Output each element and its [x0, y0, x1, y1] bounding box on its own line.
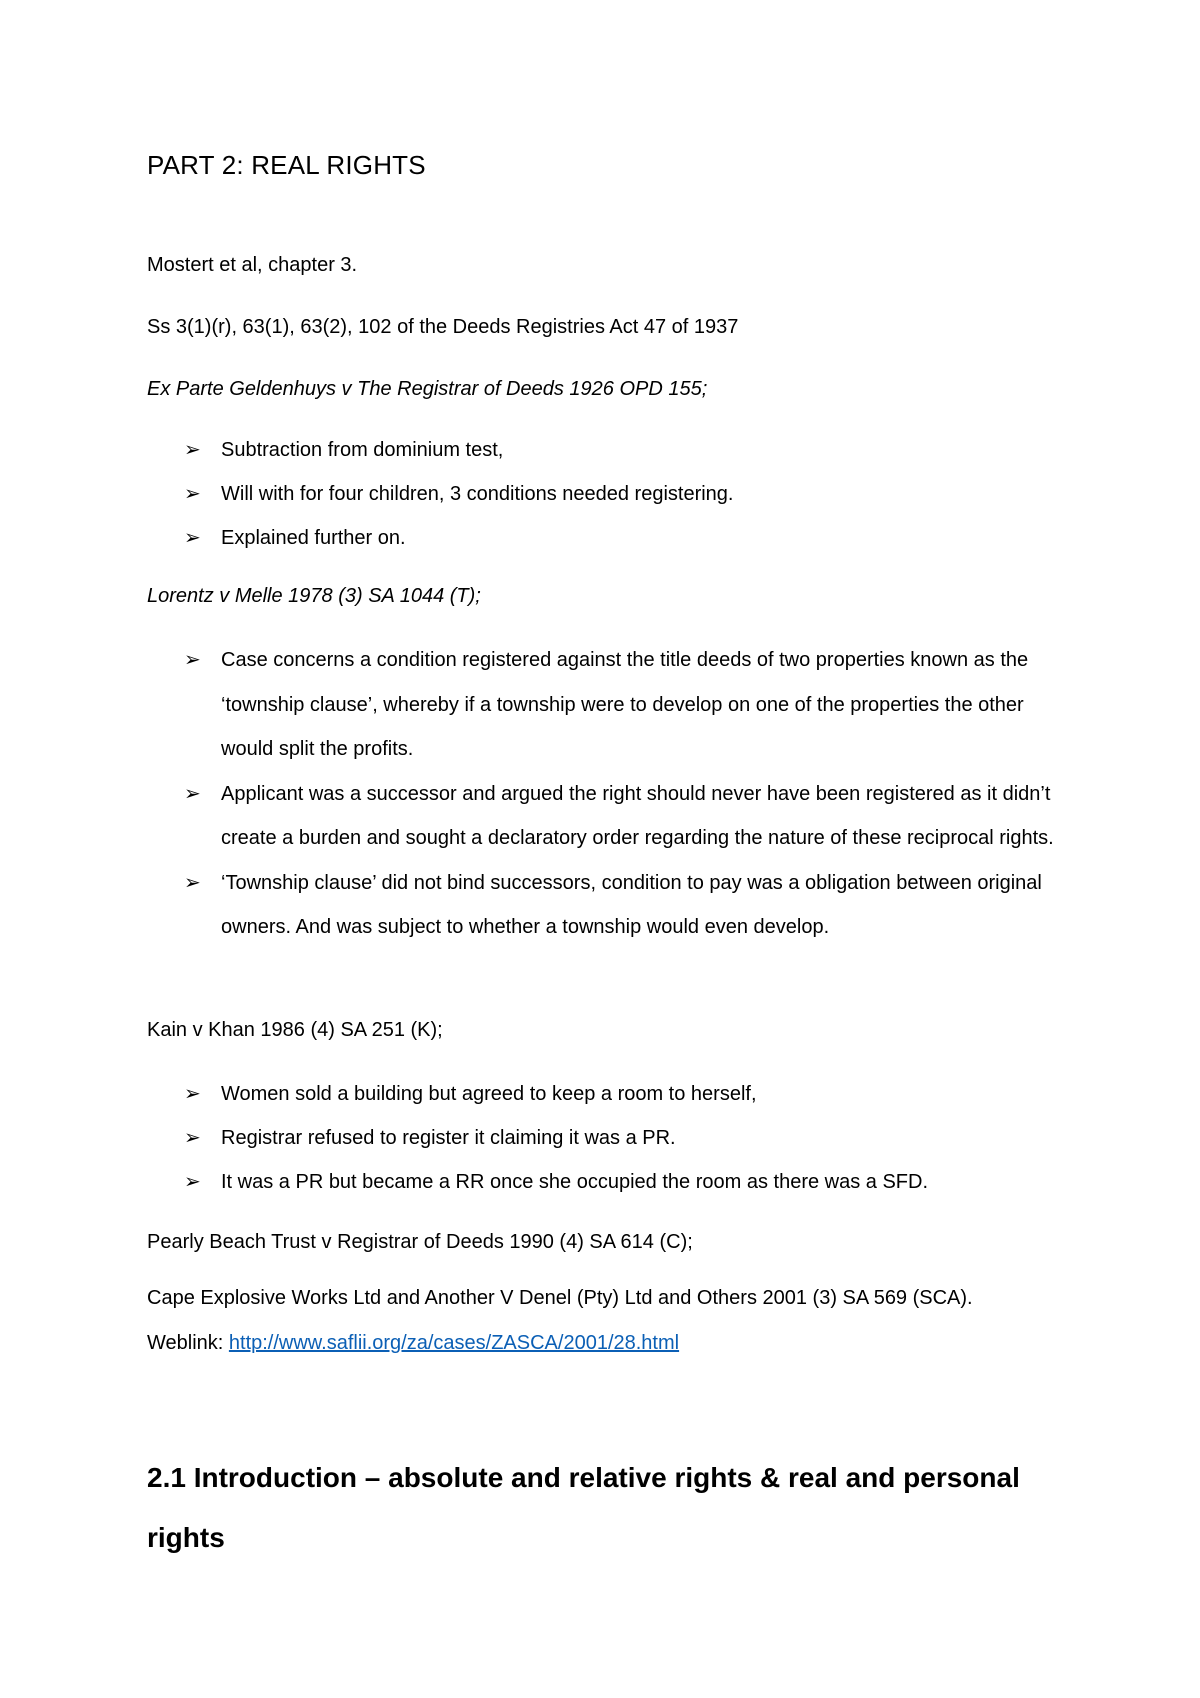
- bullet-text: It was a PR but became a RR once she occupied the room as there was a SFD.: [221, 1171, 929, 1193]
- saflii-weblink[interactable]: http://www.saflii.org/za/cases/ZASCA/2001/28.html: [228, 1332, 680, 1354]
- arrow-bullet-icon: ➢: [184, 439, 201, 461]
- list-item: [147, 472, 1077, 516]
- case-title-geldenhuys: Ex Parte Geldenhuys v The Registrar of Deeds 1926 OPD 155;: [147, 378, 708, 400]
- list-item: [147, 638, 1077, 772]
- bullet-text: Case concerns a condition registered against the title deeds of two properties known as the ‘township clause’, whereby if a township were to develop on one of the properties the other would split the profits.: [221, 649, 1029, 760]
- reading-statute: Ss 3(1)(r), 63(1), 63(2), 102 of the Deeds Registries Act 47 of 1937: [147, 316, 739, 338]
- case-lorentz-bullets: [147, 638, 1077, 950]
- case-title-kain: Kain v Khan 1986 (4) SA 251 (K);: [147, 1019, 443, 1041]
- arrow-bullet-icon: ➢: [184, 483, 201, 505]
- section-heading: 2.1 Introduction – absolute and relative rights & real and personal rights: [147, 1462, 1020, 1553]
- arrow-bullet-icon: ➢: [184, 1171, 201, 1193]
- arrow-bullet-icon: ➢: [184, 871, 201, 894]
- arrow-bullet-icon: ➢: [184, 1083, 201, 1105]
- arrow-bullet-icon: ➢: [184, 782, 201, 805]
- bullet-text: ‘Township clause’ did not bind successors, condition to pay was a obligation between original owners. And was subject to whether a township would even develop.: [221, 871, 1042, 938]
- arrow-bullet-icon: ➢: [184, 527, 201, 549]
- bullet-text: Explained further on.: [221, 527, 406, 549]
- bullet-text: Subtraction from dominium test,: [221, 439, 504, 461]
- arrow-bullet-icon: ➢: [184, 1127, 201, 1149]
- case-title-pearly-beach: Pearly Beach Trust v Registrar of Deeds 1990 (4) SA 614 (C);: [147, 1231, 693, 1253]
- weblink-label: Weblink:: [147, 1332, 229, 1354]
- list-item: [147, 1072, 1077, 1116]
- case-title-lorentz: Lorentz v Melle 1978 (3) SA 1044 (T);: [147, 585, 481, 607]
- list-item: [147, 516, 1077, 560]
- part-title: PART 2: REAL RIGHTS: [147, 150, 426, 180]
- list-item: [147, 1116, 1077, 1160]
- case-kain-bullets: [147, 1072, 1077, 1204]
- bullet-text: Will with for four children, 3 conditions needed registering.: [221, 483, 734, 505]
- list-item: [147, 1160, 1077, 1204]
- list-item: [147, 428, 1077, 472]
- arrow-bullet-icon: ➢: [184, 649, 201, 671]
- reading-textbook: Mostert et al, chapter 3.: [147, 254, 358, 276]
- bullet-text: Women sold a building but agreed to keep a room to herself,: [221, 1083, 757, 1105]
- list-item: [147, 861, 1077, 950]
- list-item: [147, 772, 1077, 861]
- bullet-text: Registrar refused to register it claiming it was a PR.: [221, 1127, 676, 1149]
- weblink-line: [147, 1332, 1077, 1355]
- bullet-text: Applicant was a successor and argued the right should never have been registered as it didn’t create a burden and sought a declaratory order regarding the nature of these reciprocal rights.: [221, 782, 1054, 849]
- case-title-cape-explosive: Cape Explosive Works Ltd and Another V Denel (Pty) Ltd and Others 2001 (3) SA 569 (SCA).: [147, 1287, 973, 1309]
- case-geldenhuys-bullets: [147, 428, 1077, 560]
